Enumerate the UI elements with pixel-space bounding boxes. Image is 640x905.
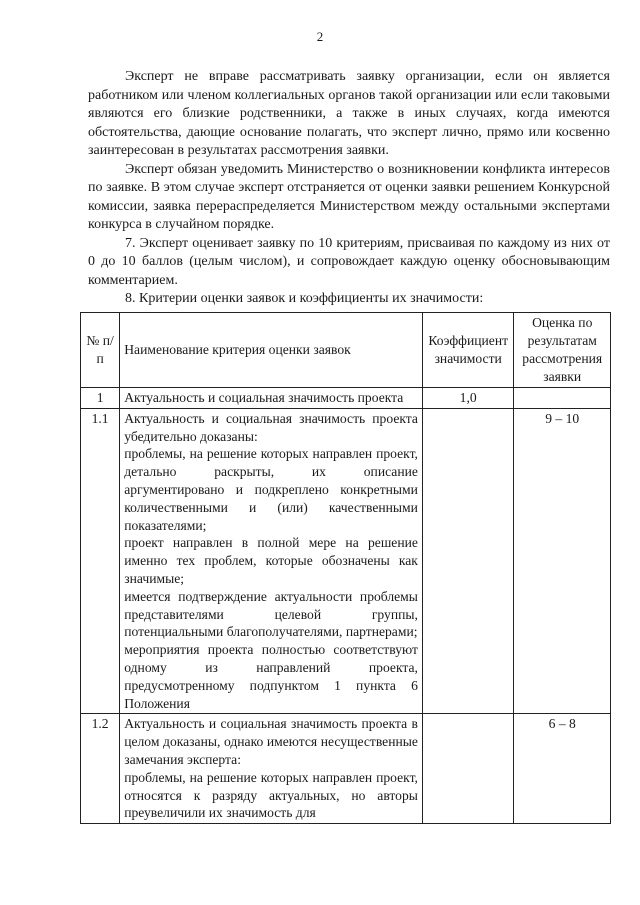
row-coef: 1,0 <box>422 388 514 409</box>
row-num: 1.2 <box>81 714 120 824</box>
header-num: № п/п <box>81 313 120 388</box>
row-name <box>120 388 423 409</box>
row-name <box>120 714 423 824</box>
criterion-text: проблемы, на решение которых направлен проект, детально раскрыты, их описание аргументировано и подкреплено конкретными количественными и (или) качественными показателями; <box>124 446 418 533</box>
header-score: Оценка по результатам рассмотрения заявки <box>514 313 611 388</box>
body-text <box>88 68 610 309</box>
paragraph-item-8: 8. Критерии оценки заявок и коэффициенты их значимости: <box>125 291 484 306</box>
row-name <box>120 408 423 714</box>
paragraph-conflict-notification: Эксперт обязан уведомить Министерство о возникновении конфликта интересов по заявке. В этом случае эксперт отстраняется от оценки заявки решением Конкурсной комиссии, заявка перераспределяется Министерством между остальными экспертами конкурса в случайном порядке. <box>88 161 610 232</box>
page-number: 2 <box>316 29 324 44</box>
criterion-text: Актуальность и социальная значимость проекта убедительно доказаны: <box>124 410 418 444</box>
criterion-text: Актуальность и социальная значимость проекта <box>124 390 404 405</box>
criterion-text: проект направлен в полной мере на решение именно тех проблем, которые обозначены как значимые; <box>124 535 418 586</box>
criterion-text: Актуальность и социальная значимость проекта в целом доказаны, однако имеются несущественные замечания эксперта: <box>124 716 418 767</box>
paragraph-conflict-exclusion: Эксперт не вправе рассматривать заявку организации, если он является работником или членом коллегиальных органов такой организации или если таковыми являются его близкие родственники, а также в иных случаях, когда имеются обстоятельства, дающие основание полагать, что эксперт лично, прямо или косвенно заинтересован в результатах рассмотрения заявки. <box>88 69 610 158</box>
criterion-text: имеется подтверждение актуальности проблемы представителями целевой группы, потенциальными благополучателями, партнерами; <box>124 588 418 640</box>
header-coef: Коэффициент значимости <box>422 313 514 388</box>
row-num: 1 <box>81 388 120 409</box>
table-row <box>81 388 611 409</box>
row-coef <box>422 408 514 714</box>
table-header-row <box>81 313 611 388</box>
row-score: 9 – 10 <box>514 408 611 714</box>
row-score: 6 – 8 <box>514 714 611 824</box>
paragraph-item-7: 7. Эксперт оценивает заявку по 10 критериям, присваивая по каждому из них от 0 до 10 баллов (целым числом), и сопровождает каждую оценку обосновывающим комментарием. <box>88 235 610 288</box>
row-coef <box>422 714 514 824</box>
criterion-text: мероприятия проекта полностью соответствуют одному из направлений проекта, предусмотренному подпунктом 1 пункта 6 Положения <box>124 642 418 711</box>
criteria-table <box>80 312 611 824</box>
table-row <box>81 714 611 824</box>
row-score <box>514 388 611 409</box>
row-num: 1.1 <box>81 408 120 714</box>
header-name: Наименование критерия оценки заявок <box>120 313 423 388</box>
criterion-text: проблемы, на решение которых направлен проект, относятся к разряду актуальных, но авторы преувеличили их значимость для <box>124 769 418 821</box>
table-row <box>81 408 611 714</box>
